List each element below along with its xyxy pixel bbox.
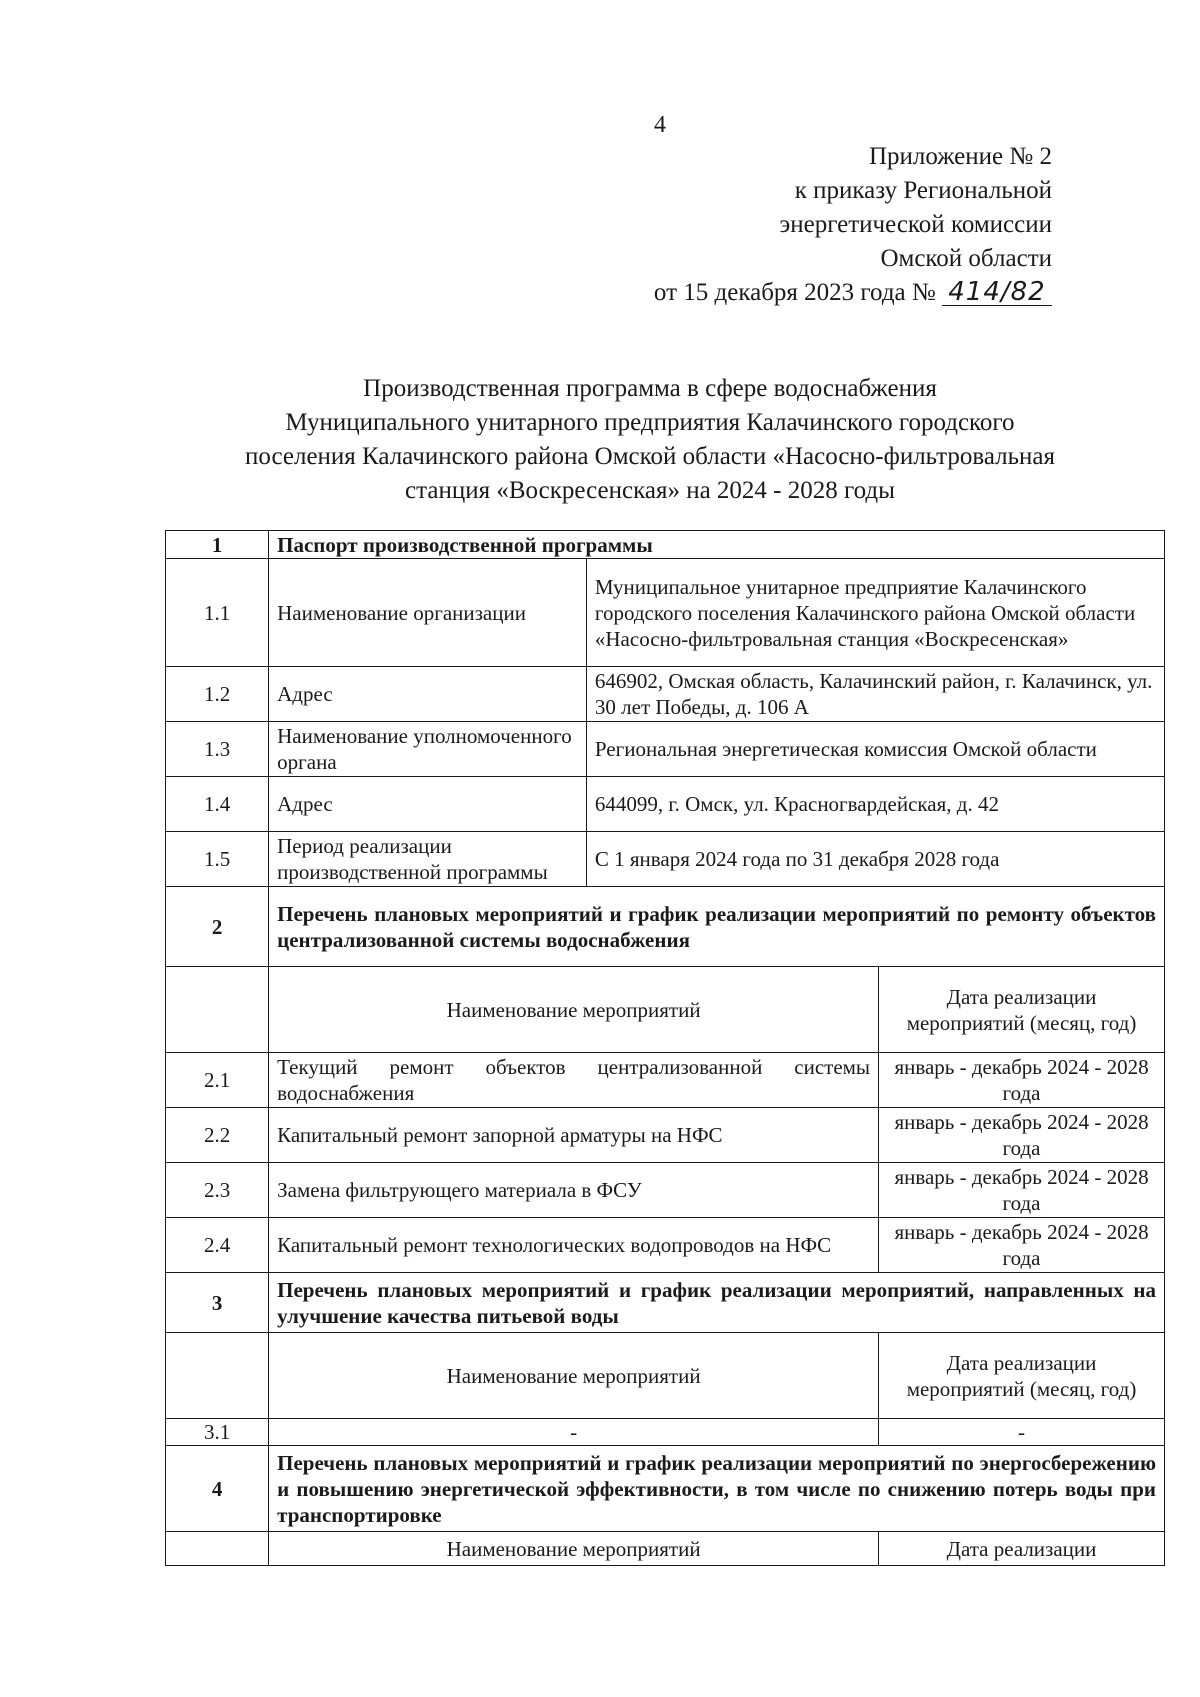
table-row: [166, 1419, 1165, 1446]
page-number: 4: [654, 112, 666, 138]
row-date: январь - декабрь 2024 - 2028 года: [879, 1163, 1165, 1218]
title-line: станция «Воскресенская» на 2024 - 2028 годы: [405, 477, 895, 504]
appendix-line: энергетической комиссии: [779, 211, 1052, 238]
table-row: [166, 1108, 1165, 1163]
row-number: 2.4: [166, 1218, 269, 1273]
row-number: 2.1: [166, 1053, 269, 1108]
section-title: Паспорт производственной программы: [269, 531, 1165, 559]
row-value: 644099, г. Омск, ул. Красногвардейская, д. 42: [586, 777, 1164, 832]
appendix-line: к приказу Региональной: [794, 177, 1052, 204]
row-label: Наименование уполномоченного органа: [269, 722, 587, 777]
handwritten-order-number: 414/82: [942, 279, 1052, 306]
row-value: Муниципальное унитарное предприятие Калачинского городского поселения Калачинского района Омской области «Насосно-фильтровальная станция «Воскресенская»: [586, 559, 1164, 667]
row-value: 646902, Омская область, Калачинский район, г. Калачинск, ул. 30 лет Победы, д. 106 А: [586, 667, 1164, 722]
table-row: [166, 722, 1165, 777]
column-header-date: Дата реализации мероприятий (месяц, год): [879, 1333, 1165, 1419]
document-title: [170, 372, 1130, 508]
table-row: [166, 559, 1165, 667]
empty-cell: [166, 967, 269, 1053]
row-label: Адрес: [269, 667, 587, 722]
table-row: [166, 1053, 1165, 1108]
section-header-row: [166, 1446, 1165, 1532]
row-name: Текущий ремонт объектов централизованной системы водоснабжения: [269, 1053, 879, 1108]
table-row: [166, 1218, 1165, 1273]
row-label: Период реализации производственной программы: [269, 832, 587, 887]
row-date: январь - декабрь 2024 - 2028 года: [879, 1053, 1165, 1108]
row-number: 1.2: [166, 667, 269, 722]
table-row: [166, 1163, 1165, 1218]
section-header-row: [166, 1273, 1165, 1333]
section-number: 1: [166, 531, 269, 559]
section-title: Перечень плановых мероприятий и график реализации мероприятий по энергосбережению и повышению энергетической эффективности, в том числе по снижению потерь воды при транспортировке: [269, 1446, 1165, 1532]
title-line: Производственная программа в сфере водоснабжения: [363, 375, 937, 402]
row-name: Замена фильтрующего материала в ФСУ: [269, 1163, 879, 1218]
column-header-date: Дата реализации: [879, 1532, 1165, 1566]
row-value: Региональная энергетическая комиссия Омской области: [586, 722, 1164, 777]
row-label: Адрес: [269, 777, 587, 832]
column-header-row: [166, 1532, 1165, 1566]
table-row: [166, 832, 1165, 887]
column-header-name: Наименование мероприятий: [269, 1532, 879, 1566]
appendix-header: [654, 140, 1052, 310]
row-name: -: [269, 1419, 879, 1446]
order-date: от 15 декабря 2023 года №: [653, 279, 936, 306]
section-header-row: [166, 887, 1165, 967]
row-number: 1.5: [166, 832, 269, 887]
row-label: Наименование организации: [269, 559, 587, 667]
row-number: 1.1: [166, 559, 269, 667]
appendix-line: Приложение № 2: [868, 143, 1052, 170]
appendix-line: Омской области: [880, 245, 1052, 272]
column-header-name: Наименование мероприятий: [269, 967, 879, 1053]
row-number: 1.4: [166, 777, 269, 832]
table-row: [166, 777, 1165, 832]
row-number: 3.1: [166, 1419, 269, 1446]
empty-cell: [166, 1333, 269, 1419]
row-number: 2.2: [166, 1108, 269, 1163]
section-number: 3: [166, 1273, 269, 1333]
section-number: 4: [166, 1446, 269, 1532]
section-number: 2: [166, 887, 269, 967]
row-name: Капитальный ремонт запорной арматуры на НФС: [269, 1108, 879, 1163]
appendix-date-line: [654, 276, 1052, 310]
program-table: [165, 530, 1165, 1566]
section-title: Перечень плановых мероприятий и график реализации мероприятий по ремонту объектов централизованной системы водоснабжения: [269, 887, 1165, 967]
column-header-row: [166, 967, 1165, 1053]
empty-cell: [166, 1532, 269, 1566]
row-date: январь - декабрь 2024 - 2028 года: [879, 1218, 1165, 1273]
column-header-row: [166, 1333, 1165, 1419]
table-row: [166, 667, 1165, 722]
row-date: -: [879, 1419, 1165, 1446]
row-number: 1.3: [166, 722, 269, 777]
column-header-date: Дата реализации мероприятий (месяц, год): [879, 967, 1165, 1053]
row-value: С 1 января 2024 года по 31 декабря 2028 года: [586, 832, 1164, 887]
row-number: 2.3: [166, 1163, 269, 1218]
section-header-row: [166, 531, 1165, 559]
section-title: Перечень плановых мероприятий и график реализации мероприятий, направленных на улучшение качества питьевой воды: [269, 1273, 1165, 1333]
title-line: поселения Калачинского района Омской области «Насосно-фильтровальная: [244, 443, 1056, 470]
row-name: Капитальный ремонт технологических водопроводов на НФС: [269, 1218, 879, 1273]
row-date: январь - декабрь 2024 - 2028 года: [879, 1108, 1165, 1163]
title-line: Муниципального унитарного предприятия Калачинского городского: [285, 409, 1015, 436]
column-header-name: Наименование мероприятий: [269, 1333, 879, 1419]
